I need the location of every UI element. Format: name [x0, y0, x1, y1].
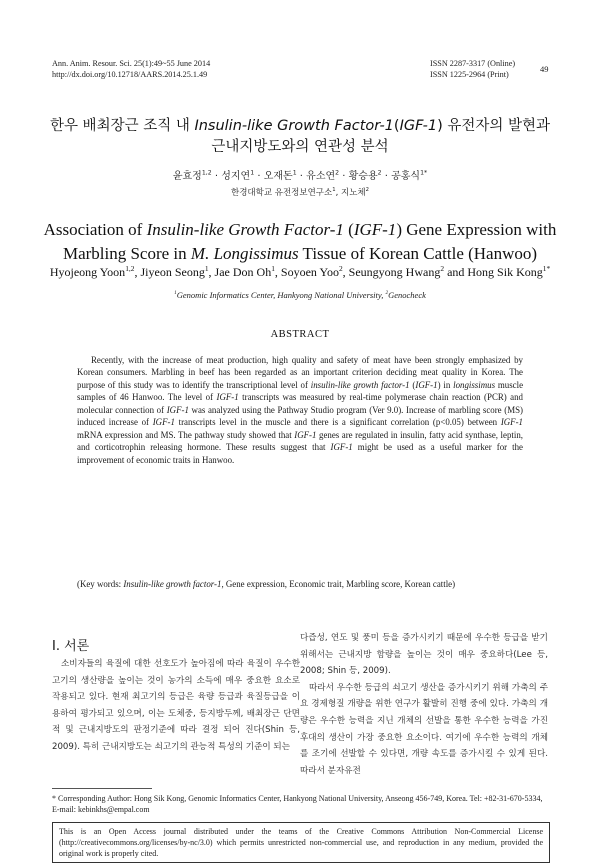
english-title [0, 218, 600, 266]
korean-title-gene: Insulin-like Growth Factor-1 [194, 118, 394, 134]
keywords: (Key words: Insulin-like growth factor-1, Gene expression, Economic trait, Marbling score, Korean cattle) [77, 579, 456, 589]
issn-online: ISSN 2287-3317 (Online) [430, 59, 516, 68]
intro-paragraph: 다즙성, 연도 및 풍미 등을 증가시키기 때문에 우수한 등급을 받기 위해서는 근내지방 함량을 높이는 것이 매우 중요하다(Lee 등, 2008; Shin 등, 2009). [300, 633, 548, 677]
issn-print: ISSN 1225-2964 (Print) [430, 70, 509, 79]
page-number: 49 [540, 64, 549, 74]
korean-title-abbrev: IGF-1 [399, 118, 438, 134]
english-title-line1: Association of Insulin-like Growth Factor-1 (IGF-1) Gene Expression with [43, 220, 557, 239]
license-box: This is an Open Access journal distributed under the teams of the Creative Commons Attribution Non-Commercial License (http://creativecommons.org/licenses/by-nc/3.0) which permits unrestricted non-commercial use, and reproduction in any medium, provided the original work is properly cited. [52, 822, 550, 863]
korean-authors [0, 167, 600, 182]
english-author: Jiyeon Seong$^1$, [140, 264, 215, 279]
korean-title-line1 [0, 116, 600, 137]
korean-author: 성지연$^1$ · [221, 169, 264, 182]
korean-title [0, 116, 600, 158]
korean-affiliation: 한경대학교 유전정보연구소$^1$, 지노체$^2$ [230, 187, 369, 198]
korean-author: 유소연$^2$ · [306, 169, 349, 182]
corresponding-author-note: * Corresponding Author: Hong Sik Kong, Genomic Informatics Center, Hankyong National University, Anseong 456-749, Korea. Tel: +82-31-670-5334, E-mail: kebinkhs@empal.com [52, 794, 543, 814]
english-author: Jae Don Oh$^1$, [214, 264, 281, 279]
issn-block [430, 58, 515, 80]
doi-line[interactable]: http://dx.doi.org/10.12718/AARS.2014.25.1.49 [52, 70, 208, 79]
english-affiliation: $^1$Genomic Informatics Center, Hankyong National University, $^2$Genocheck [174, 290, 426, 300]
korean-author: 황승용$^2$ · [348, 169, 392, 182]
intro-paragraph: 소비자들의 육질에 대한 선호도가 높아짐에 따라 육질이 우수한 고기의 생산량을 높이는 것이 농가의 소득에 매우 중요한 요소로 작용되고 있다. 현재 최고기의 등급은 육량 등급과 육질등급을 이용하여 평가되고 있으며, 이는 도체중, 등지방두께, 배최장근 단면적 및 근내지방도의 판정기준에 따라 결정 되어 진다(Shin 등, 2009). 특히 근내지방도는 쇠고기의 관능적 특성의 기준이 되는 [52, 659, 300, 752]
korean-title-line2: 근내지방도와의 연관성 분석 [211, 139, 389, 155]
intro-left-column [52, 656, 300, 756]
journal-line: Ann. Anim. Resour. Sci. 25(1):49~55 June 2014 [52, 59, 211, 68]
intro-right-column [300, 630, 548, 779]
section-heading: I. 서론 [52, 639, 90, 654]
korean-author: 윤효정$^{1,2}$ · [172, 169, 222, 182]
english-authors [0, 265, 600, 280]
journal-citation [52, 58, 210, 80]
english-author: Hyojeong Yoon$^{1,2}$, [49, 264, 141, 279]
abstract-heading: ABSTRACT [270, 329, 330, 340]
korean-title-text: 한우 배최장근 조직 내 [49, 118, 195, 134]
footnote-divider [52, 788, 152, 789]
english-author: Seungyong Hwang$^2$ and [348, 264, 468, 279]
english-author: Soyoen Yoo$^2$, [280, 264, 349, 279]
intro-paragraph: 따라서 우수한 등급의 쇠고기 생산을 증가시키기 위해 가축의 주요 경제형질 개량을 위한 연구가 활발히 진행 중에 있다. 가축의 개량은 우수한 능력을 지닌 개체의 선발을 통한 우수한 능력을 가진 후대의 생산이 가장 중요한 요소이다. 여기에 우수한 능력의 개체를 조기에 선발할 수 있다면, 개량 속도를 증가시킬 수 있게 된다. 따라서 분자유전 [300, 682, 548, 776]
abstract-body: Recently, with the increase of meat production, high quality and safety of meat have been strongly emphasized by Korean consumers. Marbling in beef has been regarded as an important criterion deciding meat quality in Korea. The purpose of this study was to identify the transcriptional level of insulin-like growth factor-1 (IGF-1) in longissimus muscle samples of 46 Hanwoo. The level of IGF-1 transcripts was measured by real-time polymerase chain reaction (PCR) and molecular connection of IGF-1 was analyzed using the Pathway Studio program (Ver 9.0). Increase of marbling score (MS) induced increase of IGF-1 transcripts level in the muscle and there is a significant correlation (p<0.05) between IGF-1 mRNA expression and MS. The pathway study showed that IGF-1 genes are regulated in insulin, fatty acid synthase, leptin, and corticotrophin releasing hormone. These results suggest that IGF-1 might be used as a useful marker for the improvement of economic traits in Hanwoo. [77, 355, 524, 465]
korean-title-text2: ) 유전자의 발현과 [437, 118, 551, 134]
english-author: Hong Sik Kong$^{1*}$ [467, 264, 551, 279]
english-title-line2: Marbling Score in M. Longissimus Tissue of Korean Cattle (Hanwoo) [62, 244, 538, 263]
korean-author: 공홍식$^{1*}$ [391, 169, 428, 182]
korean-author: 오재돈$^1$ · [263, 169, 307, 182]
korean-title-paren: ( [393, 118, 400, 134]
